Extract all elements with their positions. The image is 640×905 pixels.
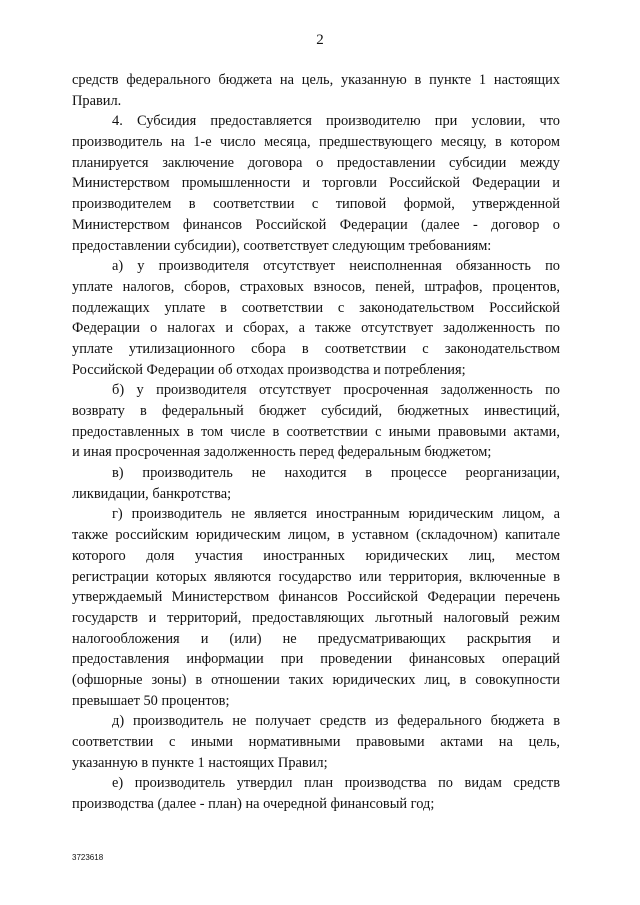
text-line: Министерством финансов Российской Федерации (далее - договор о xyxy=(72,216,560,233)
text-line: (офшорные зоны) в отношении таких юридических лиц, в совокупности xyxy=(72,671,560,688)
text-line: д) производитель не получает средств из федерального бюджета в xyxy=(112,713,560,730)
text-line: уплате утилизационного сбора в соответствии с законодательством xyxy=(72,340,560,357)
text-line: 4. Субсидия предоставляется производителю при условии, что xyxy=(112,113,560,130)
text-line: уплате налогов, сборов, страховых взносов, пеней, штрафов, процентов, xyxy=(72,278,560,295)
text-line: производителем в соответствии с типовой формой, утвержденной xyxy=(72,196,560,213)
text-line: производства (далее - план) на очередной финансовый год; xyxy=(72,796,435,813)
text-line: г) производитель не является иностранным юридическим лицом, а xyxy=(112,506,560,523)
text-line: предоставленных в том числе в соответствии с иными правовыми актами, xyxy=(72,423,560,440)
text-line: превышает 50 процентов; xyxy=(72,692,230,709)
text-line: планируется заключение договора о предоставлении субсидии между xyxy=(72,154,560,171)
text-line: ликвидации, банкротства; xyxy=(72,485,232,502)
text-line: производитель на 1-е число месяца, предшествующего месяцу, в котором xyxy=(72,134,560,151)
page-number: 2 xyxy=(316,32,324,48)
text-line: государств и территорий, предоставляющих льготный налоговый режим xyxy=(72,609,560,626)
text-line: также российским юридическим лицом, в уставном (складочном) капитале xyxy=(72,527,560,544)
text-line: предоставлении субсидии), соответствует следующим требованиям: xyxy=(72,237,492,254)
text-line: соответствии с иными нормативными правовыми актами на цель, xyxy=(72,734,560,750)
text-line: утверждаемый Министерством финансов Российской Федерации перечень xyxy=(72,589,560,606)
text-line: Российской Федерации об отходах производства и потребления; xyxy=(72,361,466,378)
document-code: 3723618 xyxy=(72,853,104,862)
text-line: е) производитель утвердил план производства по видам средств xyxy=(112,775,560,792)
text-line: Федерации о налогах и сборах, а также отсутствует задолженность по xyxy=(72,320,560,337)
text-line: а) у производителя отсутствует неисполненная обязанность по xyxy=(112,258,560,275)
text-line: Правил. xyxy=(72,92,122,109)
text-line: возврату в федеральный бюджет субсидий, бюджетных инвестиций, xyxy=(72,403,560,419)
text-line: в) производитель не находится в процессе реорганизации, xyxy=(112,465,560,482)
document-body xyxy=(72,70,560,815)
text-line: средств федерального бюджета на цель, указанную в пункте 1 настоящих xyxy=(72,72,560,88)
text-line: предоставления информации при проведении финансовых операций xyxy=(72,651,560,668)
text-line: регистрации которых являются государство или территория, включенные в xyxy=(72,568,560,585)
text-line: которого доля участия иностранных юридических лиц, местом xyxy=(72,547,560,564)
text-line: и иная просроченная задолженность перед федеральным бюджетом; xyxy=(72,444,492,461)
text-line: указанную в пункте 1 настоящих Правил; xyxy=(72,754,328,771)
text-line: подлежащих уплате в соответствии с законодательством Российской xyxy=(72,299,560,316)
text-line: налогообложения и (или) не предусматривающих раскрытия и xyxy=(72,630,560,647)
text-line: б) у производителя отсутствует просроченная задолженность по xyxy=(112,382,560,399)
text-line: Министерством промышленности и торговли Российской Федерации и xyxy=(72,175,560,192)
